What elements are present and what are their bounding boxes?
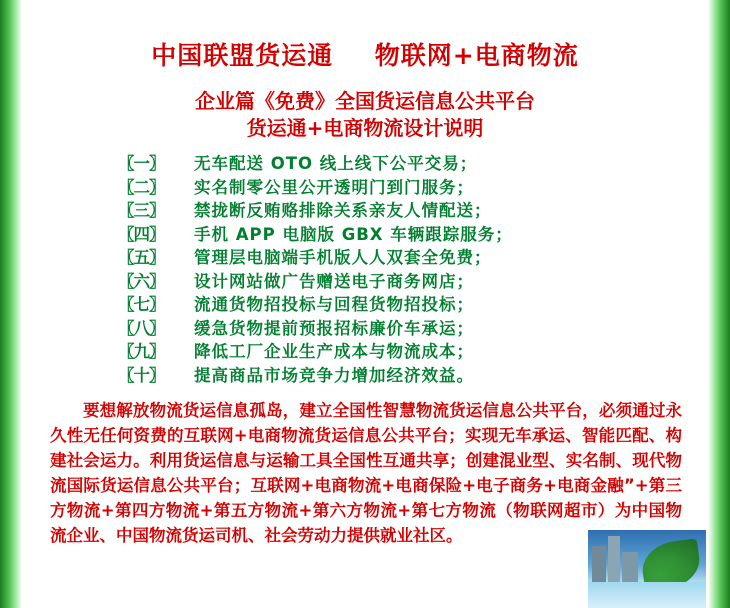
list-item-number: 〖一〗 — [118, 154, 165, 173]
list-item-number: 〖九〗 — [118, 342, 165, 361]
title-part-2: 物联网+电商物流 — [374, 41, 579, 70]
list-item-label: 实名制零公里公开透明门到门服务； — [194, 177, 474, 197]
title-part-1: 中国联盟货运通 — [151, 41, 334, 70]
list-item — [118, 203, 668, 220]
list-item-number: 〖二〗 — [118, 177, 165, 197]
list-item — [118, 250, 668, 267]
list-item — [118, 297, 668, 314]
list-item-number: 〖七〗 — [118, 295, 165, 314]
list-item-label: 提高商品市场竞争力增加经济效益。 — [194, 365, 474, 385]
list-item-label: 禁拢断反贿赂排除关系亲友人情配送； — [194, 201, 492, 220]
poster-content — [22, 0, 708, 608]
list-item-number: 〖六〗 — [118, 271, 165, 291]
left-green-bar — [0, 0, 22, 608]
list-item — [118, 224, 668, 244]
list-item-number: 〖五〗 — [118, 248, 165, 267]
list-item-label: 手机 APP 电脑版 GBX 车辆跟踪服务； — [194, 224, 513, 244]
water-shape — [588, 582, 706, 608]
list-item — [118, 156, 668, 173]
building-shape — [592, 546, 606, 582]
list-item-number: 〖十〗 — [118, 365, 165, 385]
list-item — [118, 271, 668, 291]
list-item-number: 〖四〗 — [118, 224, 165, 244]
list-item — [118, 344, 668, 361]
list-item-label: 设计网站做广告赠送电子商务网店； — [194, 271, 474, 291]
list-item-label: 降低工厂企业生产成本与物流成本； — [194, 342, 474, 361]
page-title — [22, 36, 708, 72]
list-item-number: 〖八〗 — [118, 318, 165, 338]
list-item — [118, 318, 668, 338]
city-water-decoration-image — [588, 530, 706, 608]
body-paragraph: 要想解放物流货运信息孤岛，建立全国性智慧物流货运信息公共平台，必须通过永久性无任何资费的互联网+电商物流货运信息公共平台；实现无车承运、智能匹配、构建社会运力。利用货运信息与运输工具全国性互通共享；创建混业型、实名制、现代物流国际货运信息公共平台；互联网+电商物流+电商保险+电子商务+电商金融”+第三方物流+第四方物流+第五方物流+第六方物流+第七方物流（物联网超市）为中国物流企业、中国物流货运司机、社会劳动力提供就业社区。 — [50, 401, 682, 546]
right-green-bar — [708, 0, 730, 608]
subtitle — [22, 88, 708, 142]
list-item-label: 管理层电脑端手机版人人双套全免费； — [194, 248, 492, 267]
list-item-label: 缓急货物提前预报招标廉价车承运； — [194, 318, 474, 338]
list-item-label: 流通货物招投标与回程货物招投标； — [194, 295, 474, 314]
list-item-label: 无车配送 OTO 线上线下公平交易； — [194, 154, 478, 173]
list-item — [118, 365, 668, 385]
subtitle-line-2: 货运通+电商物流设计说明 — [246, 116, 484, 140]
list-item-number: 〖三〗 — [118, 201, 165, 220]
building-shape — [608, 536, 620, 582]
list-item — [118, 177, 668, 197]
building-shape — [622, 552, 638, 582]
subtitle-line-1: 企业篇《免费》全国货运信息公共平台 — [195, 89, 535, 113]
feature-list — [22, 156, 708, 384]
